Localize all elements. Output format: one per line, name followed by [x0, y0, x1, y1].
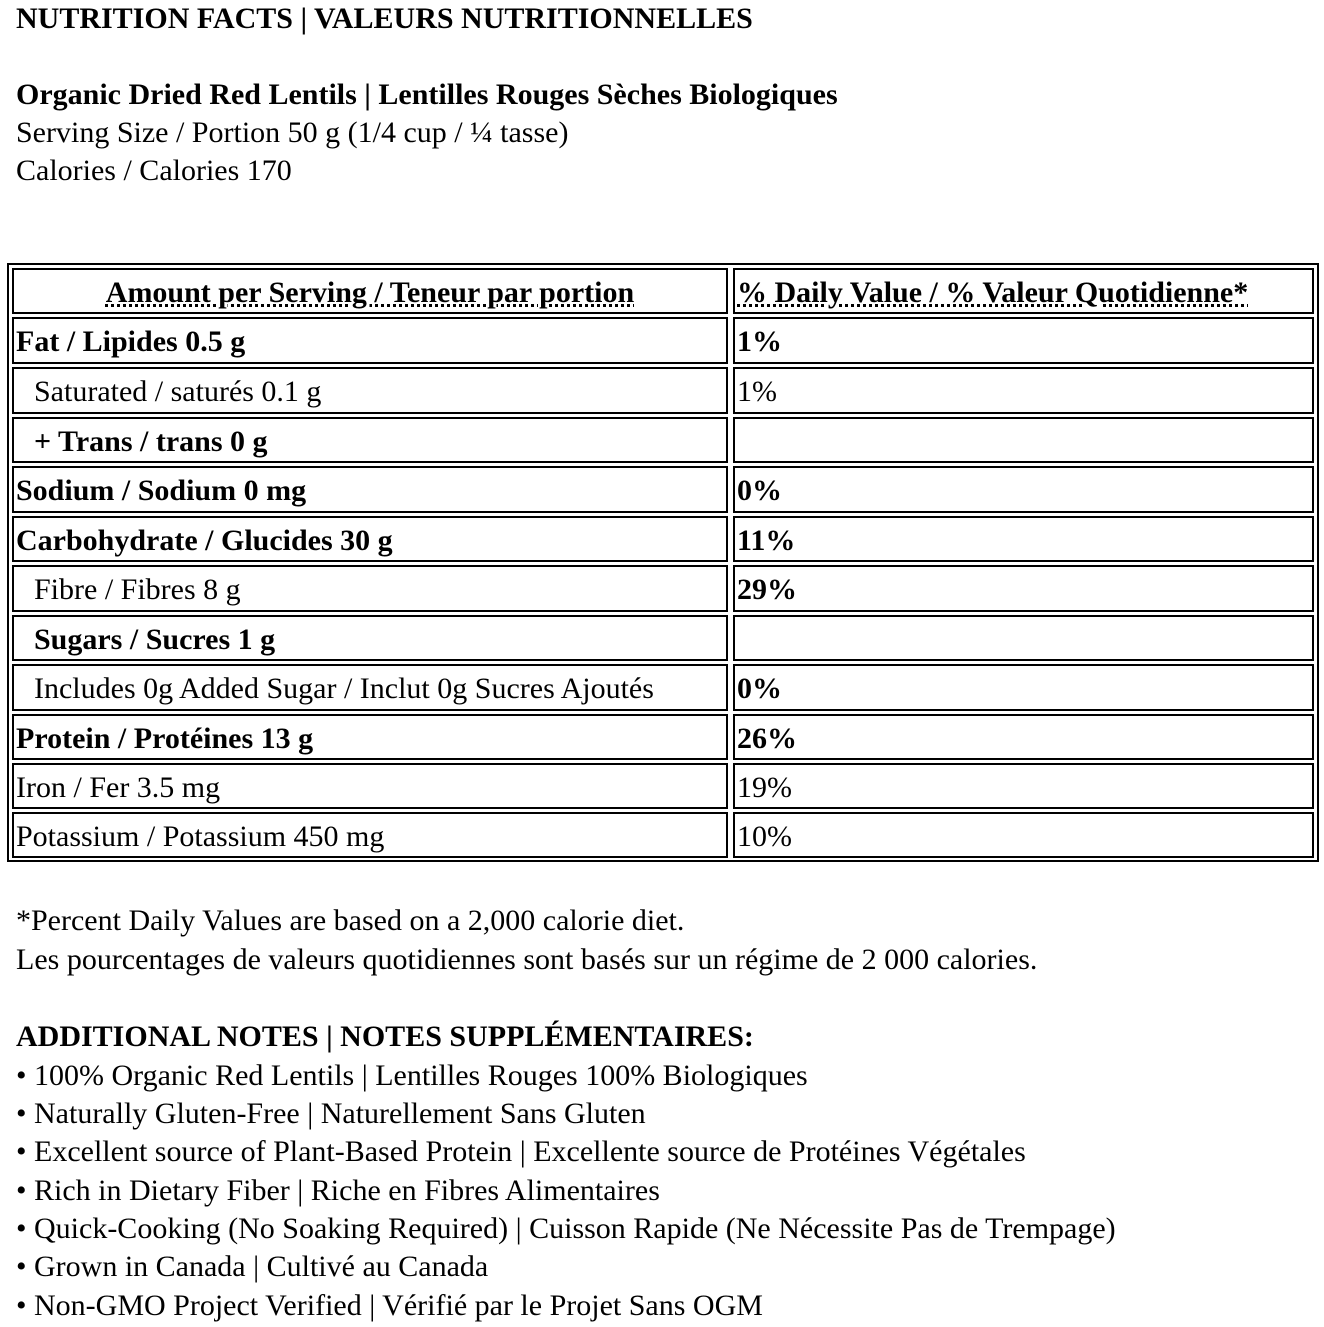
dv-iron: 19%: [733, 763, 1314, 809]
note-item: • Naturally Gluten-Free | Naturellement Sans Gluten: [16, 1097, 646, 1130]
dv-trans: [733, 417, 1314, 463]
note-item: • Quick-Cooking (No Soaking Required) | Cuisson Rapide (Ne Nécessite Pas de Trempage): [16, 1212, 1116, 1245]
dv-fat: 1%: [733, 317, 1314, 364]
dv-saturated: 1%: [733, 367, 1314, 414]
dv-sodium: 0%: [733, 466, 1314, 513]
column-header-daily-value: % Daily Value / % Valeur Quotidienne*: [733, 268, 1314, 314]
footnote-english: *Percent Daily Values are based on a 2,000 calorie diet.: [16, 904, 685, 937]
dv-carbohydrate: 11%: [733, 516, 1314, 562]
column-header-amount: Amount per Serving / Teneur par portion: [12, 268, 728, 314]
note-item: • Rich in Dietary Fiber | Riche en Fibres Alimentaires: [16, 1174, 660, 1207]
dv-sugars: [733, 615, 1314, 661]
page-title: NUTRITION FACTS | VALEURS NUTRITIONNELLES: [16, 2, 753, 35]
note-item: • Non-GMO Project Verified | Vérifié par le Projet Sans OGM: [16, 1289, 763, 1322]
calories: Calories / Calories 170: [16, 154, 292, 187]
note-item: • Excellent source of Plant-Based Protein | Excellente source de Protéines Végétales: [16, 1135, 1026, 1168]
note-item: • Grown in Canada | Cultivé au Canada: [16, 1250, 489, 1283]
table-row-trans: + Trans / trans 0 g: [12, 417, 728, 463]
table-row-fibre: Fibre / Fibres 8 g: [12, 565, 728, 612]
product-name: Organic Dried Red Lentils | Lentilles Rouges Sèches Biologiques: [16, 78, 838, 111]
table-row-sugars: Sugars / Sucres 1 g: [12, 615, 728, 661]
table-row-protein: Protein / Protéines 13 g: [12, 714, 728, 760]
serving-size: Serving Size / Portion 50 g (1/4 cup / ¼ tasse): [16, 116, 569, 149]
table-row-added-sugar: Includes 0g Added Sugar / Inclut 0g Sucres Ajoutés: [12, 664, 728, 711]
notes-title: ADDITIONAL NOTES | NOTES SUPPLÉMENTAIRES:: [16, 1020, 754, 1053]
table-row-carbohydrate: Carbohydrate / Glucides 30 g: [12, 516, 728, 562]
dv-potassium: 10%: [733, 812, 1314, 858]
dv-fibre: 29%: [733, 565, 1314, 612]
dv-added-sugar: 0%: [733, 664, 1314, 711]
table-row-saturated: Saturated / saturés 0.1 g: [12, 367, 728, 414]
table-row-iron: Iron / Fer 3.5 mg: [12, 763, 728, 809]
table-row-fat: Fat / Lipides 0.5 g: [12, 317, 728, 364]
table-row-potassium: Potassium / Potassium 450 mg: [12, 812, 728, 858]
dv-protein: 26%: [733, 714, 1314, 760]
footnote-french: Les pourcentages de valeurs quotidiennes sont basés sur un régime de 2 000 calories.: [16, 943, 1038, 976]
note-item: • 100% Organic Red Lentils | Lentilles Rouges 100% Biologiques: [16, 1059, 808, 1092]
table-row-sodium: Sodium / Sodium 0 mg: [12, 466, 728, 513]
